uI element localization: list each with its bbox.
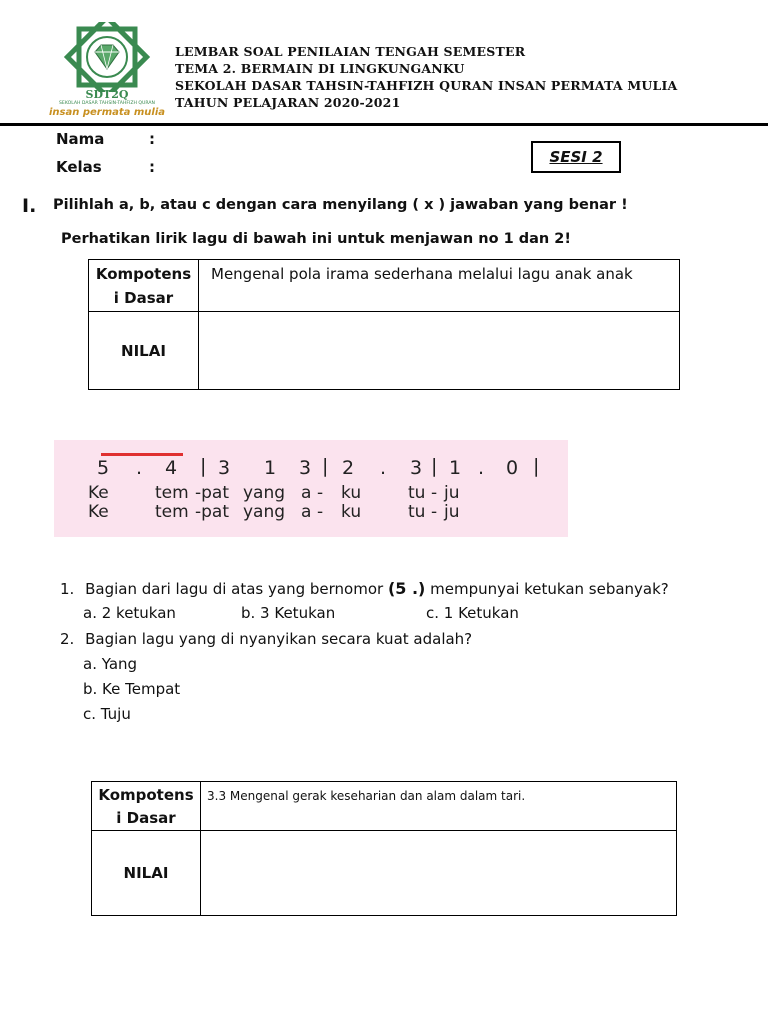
kompetensi-table-1 bbox=[88, 259, 680, 390]
q2-option-a[interactable]: a. Yang bbox=[83, 655, 138, 673]
section-number: I. bbox=[22, 195, 37, 217]
logo-name: SDT2Q bbox=[85, 88, 129, 101]
sesi-badge: SESI 2 bbox=[531, 141, 621, 173]
nilai-value-cell[interactable] bbox=[199, 312, 680, 390]
kd-value-cell: Mengenal pola irama sederhana melalui lagu anak anak bbox=[199, 260, 680, 312]
question-1: 1. Bagian dari lagu di atas yang bernomor (5 .) mempunyai ketukan sebanyak? bbox=[60, 579, 669, 598]
header-line-1: LEMBAR SOAL PENILAIAN TENGAH SEMESTER bbox=[175, 44, 526, 59]
notation-overline bbox=[101, 453, 183, 456]
q2-option-b[interactable]: b. Ke Tempat bbox=[83, 680, 181, 698]
q1-option-c[interactable]: c. 1 Ketukan bbox=[426, 604, 519, 622]
question-1-highlight: (5 .) bbox=[387, 579, 426, 598]
nama-colon: : bbox=[149, 130, 155, 148]
kd-value-cell-2: 3.3 Mengenal gerak keseharian dan alam dalam tari. bbox=[201, 782, 677, 831]
q1-option-b[interactable]: b. 3 Ketukan bbox=[241, 604, 336, 622]
kd-label-cell-2: Kompotens i Dasar bbox=[92, 782, 201, 831]
school-logo bbox=[48, 22, 166, 122]
question-2: 2. Bagian lagu yang di nyanyikan secara kuat adalah? bbox=[60, 630, 473, 648]
song-notation-image: 5 . 4 | 3 1 3 | 2 . 3 | 1 . 0 | Ke tem -pat yang a - ku tu - ju Ke tem -pat yang a - ku tu - ju bbox=[54, 440, 568, 537]
nilai-label: NILAI bbox=[89, 312, 199, 390]
kompetensi-table-2 bbox=[91, 781, 677, 916]
nilai-value-cell-2[interactable] bbox=[201, 831, 677, 916]
lyric-instruction: Perhatikan lirik lagu di bawah ini untuk menjawan no 1 dan 2! bbox=[61, 231, 571, 247]
header-line-2: TEMA 2. BERMAIN DI LINGKUNGANKU bbox=[175, 61, 465, 76]
kelas-colon: : bbox=[149, 158, 155, 176]
nama-label: Nama bbox=[56, 130, 105, 148]
kelas-label: Kelas bbox=[56, 158, 102, 176]
header-line-4: TAHUN PELAJARAN 2020-2021 bbox=[175, 95, 401, 110]
logo-brand: insan permata mulia bbox=[48, 107, 166, 118]
header-divider bbox=[0, 123, 768, 126]
header-line-3: SEKOLAH DASAR TAHSIN-TAHFIZH QURAN INSAN PERMATA MULIA bbox=[175, 78, 678, 93]
nilai-label-2: NILAI bbox=[92, 831, 201, 916]
q1-option-a[interactable]: a. 2 ketukan bbox=[83, 604, 176, 622]
logo-subtitle: SEKOLAH DASAR TAHSIN-TAHFIZH QURAN bbox=[59, 101, 155, 106]
kd-label-cell: Kompotens i Dasar bbox=[89, 260, 199, 312]
section-instruction: Pilihlah a, b, atau c dengan cara menyilang ( x ) jawaban yang benar ! bbox=[53, 197, 628, 213]
logo-emblem-icon bbox=[48, 22, 166, 92]
q2-option-c[interactable]: c. Tuju bbox=[83, 705, 131, 723]
